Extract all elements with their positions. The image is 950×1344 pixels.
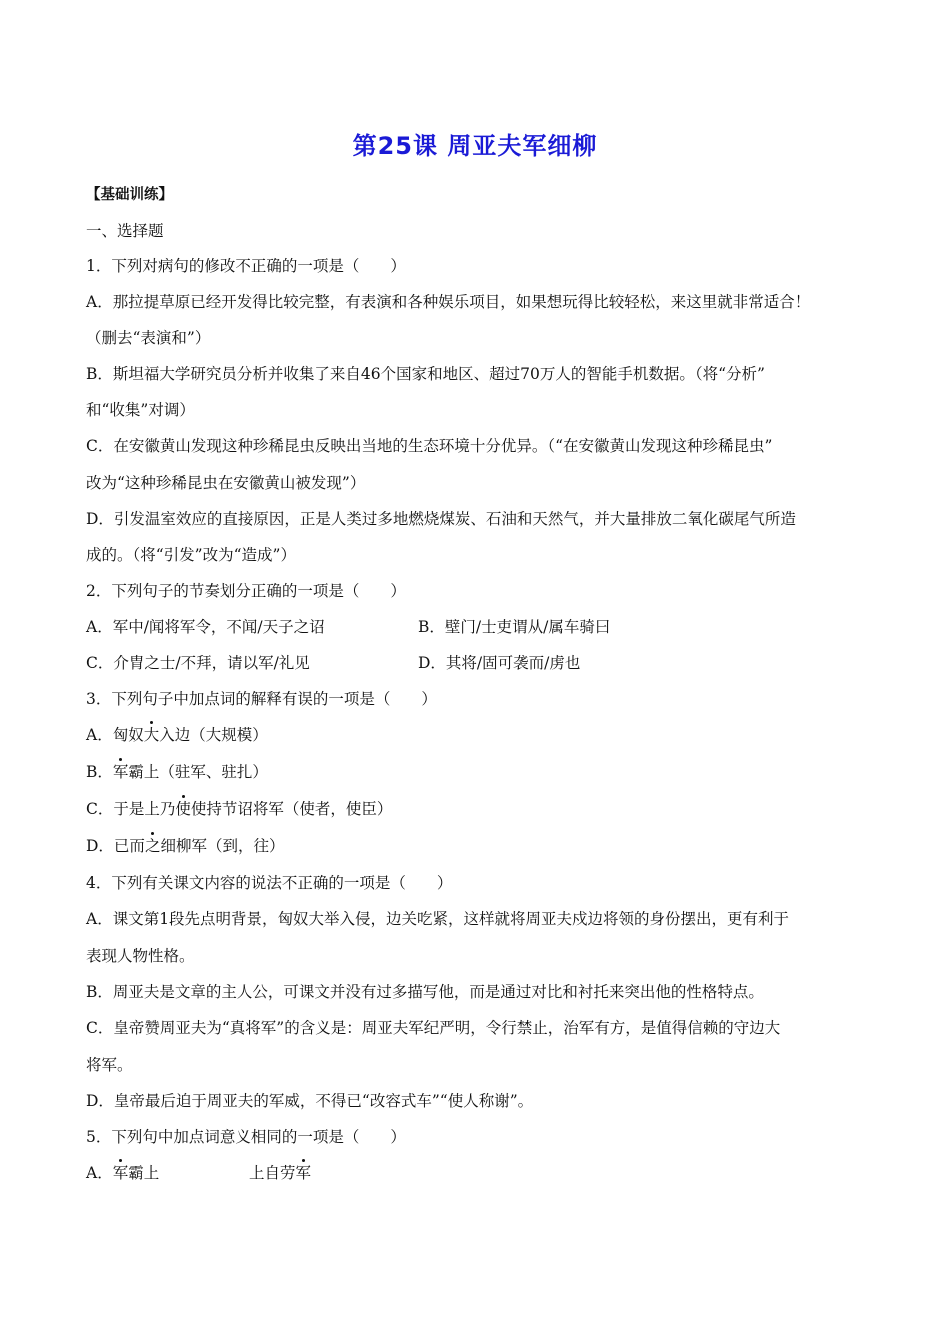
- question-1-option-a-cont: （删去“表演和”）: [86, 329, 211, 347]
- question-3-stem: 3．下列句子中加点词的解释有误的一项是（ ）: [86, 690, 437, 708]
- question-1-option-c: C．在安徽黄山发现这种珍稀昆虫反映出当地的生态环境十分优异。（“在安徽黄山发现这种珍稀昆虫”: [86, 437, 773, 455]
- page-title: 第25课 周亚夫军细柳: [352, 132, 598, 160]
- question-1-option-a: A．那拉提草原已经开发得比较完整，有表演和各种娱乐项目，如果想玩得比较轻松，来这里就非常适合！: [86, 293, 811, 311]
- question-4-option-c: C．皇帝赞周亚夫为“真将军”的含义是：周亚夫军纪严明，令行禁止，治军有方，是值得信赖的守边大: [86, 1019, 781, 1037]
- question-4-option-a: A．课文第1段先点明背景，匈奴大举入侵，边关吃紧，这样就将周亚夫戍边将领的身份摆出，更有利于: [86, 910, 790, 928]
- question-4-stem: 4．下列有关课文内容的说法不正确的一项是（ ）: [86, 874, 453, 892]
- emphasis-dot-char: 军: [112, 1164, 129, 1182]
- question-5-stem: 5．下列句中加点词意义相同的一项是（ ）: [86, 1128, 406, 1146]
- question-2-stem: 2．下列句子的节奏划分正确的一项是（ ）: [86, 582, 406, 600]
- question-1-option-d-cont: 成的。（将“引发”改为“造成”）: [86, 546, 296, 564]
- question-2-option-a: A．军中/闻将军令，不闻/天子之诏: [86, 618, 325, 636]
- question-1-option-c-cont: 改为“这种珍稀昆虫在安徽黄山被发现”）: [86, 474, 366, 492]
- part-heading: 一、选择题: [86, 222, 164, 240]
- question-3-option-b: B．军霸上（驻军、驻扎）: [86, 763, 268, 781]
- question-4-option-c-cont: 将军。: [86, 1056, 133, 1074]
- emphasis-dot-char: 大: [143, 726, 160, 744]
- question-5-option-a: A．军霸上: [86, 1164, 160, 1182]
- question-2-option-b: B．壁门/士吏谓从/属车骑曰: [418, 618, 611, 636]
- question-2-option-d: D．其将/固可袭而/虏也: [418, 654, 581, 672]
- question-1-option-b-cont: 和“收集”对调）: [86, 401, 195, 419]
- question-1-stem: 1．下列对病句的修改不正确的一项是（ ）: [86, 257, 406, 275]
- question-4-option-a-cont: 表现人物性格。: [86, 947, 195, 965]
- section-heading: 【基础训练】: [86, 187, 173, 203]
- question-1-option-d: D．引发温室效应的直接原因，正是人类过多地燃烧煤炭、石油和天然气，并大量排放二氧化碳尾气所造: [86, 510, 796, 528]
- question-3-option-a: A．匈奴大入边（大规模）: [86, 726, 268, 744]
- question-4-option-b: B．周亚夫是文章的主人公，可课文并没有过多描写他，而是通过对比和衬托来突出他的性格特点。: [86, 983, 764, 1001]
- question-4-option-d: D．皇帝最后迫于周亚夫的军威，不得已“改容式车”“使人称谢”。: [86, 1092, 534, 1110]
- question-3-option-c: C．于是上乃使使持节诏将军（使者，使臣）: [86, 800, 393, 818]
- emphasis-dot-char: 使: [175, 800, 191, 818]
- question-2-option-c: C．介胄之士/不拜，请以军/礼见: [86, 654, 310, 672]
- question-3-option-d: D．已而之细柳军（到，往）: [86, 837, 285, 855]
- emphasis-dot-char: 之: [144, 837, 161, 855]
- emphasis-dot-char: 军: [295, 1164, 312, 1182]
- emphasis-dot-char: 军: [112, 763, 129, 781]
- question-1-option-b: B．斯坦福大学研究员分析并收集了来自46个国家和地区、超过70万人的智能手机数据。（将“分析”: [86, 365, 765, 383]
- question-5-option-a-second: 上自劳军: [249, 1164, 312, 1182]
